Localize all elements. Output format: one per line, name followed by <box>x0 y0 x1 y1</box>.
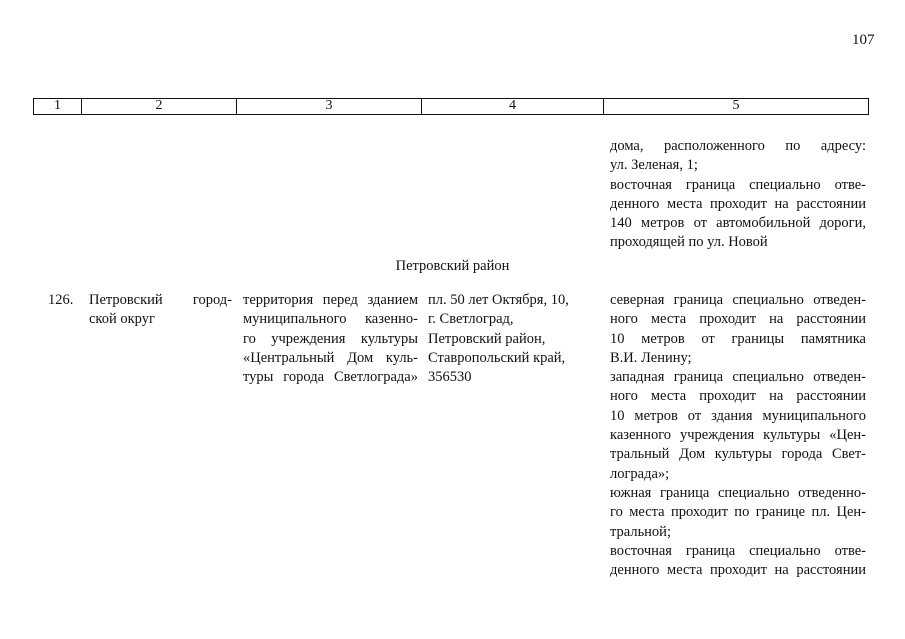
continuation-line: ул. Зеленая, 1; <box>610 157 698 174</box>
boundary-line: тральный Дом культуры города Свет- <box>610 446 866 463</box>
row-address <box>428 291 596 387</box>
boundary-line: казенного учреждения культуры «Цен- <box>610 427 866 444</box>
district-line: Петровский город- <box>89 292 232 308</box>
continuation-line: денного места проходит на расстоянии <box>610 195 866 212</box>
boundary-line: северная граница специально отведен- <box>610 292 866 308</box>
row-district <box>89 291 232 330</box>
boundary-line: ного места проходит на расстоянии <box>610 388 866 405</box>
boundary-line: 10 метров от здания муниципального <box>610 407 866 424</box>
continuation-line: проходящей по ул. Новой <box>610 234 768 251</box>
address-line: пл. 50 лет Октября, 10, <box>428 292 569 308</box>
boundary-line: южная граница специально отведенно- <box>610 484 866 501</box>
header-col-4: 4 <box>422 99 604 114</box>
district-line: ской округ <box>89 311 155 328</box>
address-line: Ставропольский край, <box>428 349 566 366</box>
row-boundaries <box>610 291 866 580</box>
header-col-5: 5 <box>732 98 740 113</box>
place-line: «Центральный Дом куль- <box>243 349 418 366</box>
header-col-1: 1 <box>34 99 82 114</box>
header-col-3: 3 <box>237 99 422 114</box>
boundary-line: ного места проходит на расстоянии <box>610 311 866 328</box>
place-line: территория перед зданием <box>243 292 418 308</box>
place-line: туры города Светлограда» <box>243 369 418 386</box>
boundary-line: денного места проходит на расстоянии <box>610 562 866 579</box>
boundary-line: 10 метров от границы памятника <box>610 330 866 347</box>
address-line: г. Светлоград, <box>428 311 514 328</box>
boundary-line: тральной; <box>610 523 671 540</box>
continuation-text <box>610 137 866 253</box>
boundary-line: го места проходит по границе пл. Цен- <box>610 504 866 521</box>
boundary-line: лограда»; <box>610 465 670 482</box>
boundary-line: западная граница специально отведен- <box>610 369 866 386</box>
address-line: 356530 <box>428 369 472 386</box>
table-header-row <box>33 98 869 115</box>
row-number: 126. <box>48 292 74 308</box>
address-line: Петровский район, <box>428 330 546 347</box>
row-place <box>243 291 418 387</box>
continuation-line: 140 метров от автомобильной дороги, <box>610 215 866 232</box>
header-col-2: 2 <box>82 99 237 114</box>
place-line: го учреждения культуры <box>243 330 418 347</box>
page-number: 107 <box>852 32 875 48</box>
place-line: муниципального казенно- <box>243 311 418 328</box>
section-title: Петровский район <box>395 258 510 274</box>
boundary-line: В.И. Ленину; <box>610 349 692 366</box>
continuation-line: дома, расположенного по адресу: <box>610 138 866 154</box>
boundary-line: восточная граница специально отве- <box>610 542 866 559</box>
continuation-line: восточная граница специально отве- <box>610 176 866 193</box>
